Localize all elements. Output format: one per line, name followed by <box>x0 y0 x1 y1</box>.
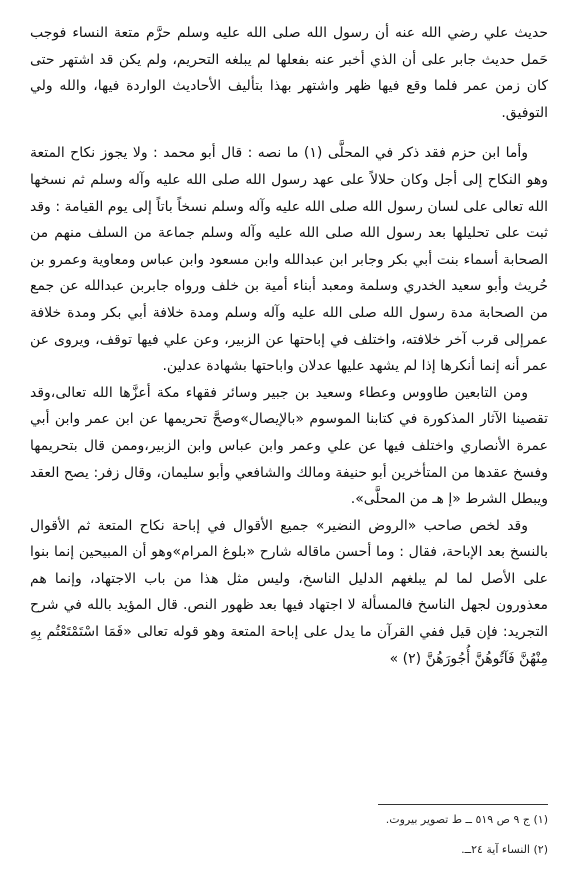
footnote-1: (١) ج ٩ ص ٥١٩ ــ ط تصوير بيروت. <box>385 813 548 826</box>
main-text <box>30 20 548 672</box>
paragraph-tabiin: ومن التابعين طاووس وعطاء وسعيد بن جبير وسائر فقهاء مكة أعزَّها الله تعالى،وقد تقصينا الآثار المذكورة في كتابنا الموسوم «بالإيصال»وصحَّ تحريمها عن ابن عمر وابن أبي عمرة الأنصاري واختلف فيها عن علي وعمر وابن عباس وابن الزبير،وممن قال بتحريمها وفسخ عقدها من المتأخرين أبو حنيفة ومالك والشافعي وأبو سليمان، وقال زفر: يصح العقد ويبطل الشرط «إ هـ من المحلَّى». <box>30 384 548 508</box>
paragraph-rawd-nadir: وقد لخص صاحب «الروض النضير» جميع الأقوال في إباحة نكاح المتعة ثم الأقوال بالنسخ بعد الإباحة، فقال : وما أحسن ماقاله شارح «بلوغ المرام»وهو أن المبيحين إنما بنوا على الأصل لما لم يبلغهم الدليل الناسخ، وليس مثل هذا من باب الاجتهاد، وإنما هم معذورون لجهل الناسخ فالمسألة لا اجتهاد فيها بعد ظهور النص. قال المؤيد بالله في شرح التجريد: فإن قيل ففي القرآن ما يدل على إباحة المتعة وهو قوله تعالى «فَمَا اسْتَمْتَعْتُم بِهِ مِنْهُنَّ فَآتُوهُنَّ أُجُورَهُنَّ (٢) » <box>30 517 548 667</box>
footnotes <box>30 804 548 869</box>
footnote-divider <box>378 804 548 805</box>
paragraph-hadith-ali: حديث علي رضي الله عنه أن رسول الله صلى الله عليه وسلم حرَّم متعة النساء فوجب حَمل حديث جابر على أن الذي أخبر عنه بفعلها لم يبلغه التحريم، ولم يكن قد اشتهر حتى كان زمن عمر فلما وقع فيها ظهر واشتهر بهذا بتأليف الأحاديث الواردة فيها، والله ولي التوفيق. <box>30 25 548 121</box>
paragraph-ibn-hazm: وأما ابن حزم فقد ذكر في المحلَّى (١) ما نصه : قال أبو محمد : ولا يجوز نكاح المتعة وهو النكاح إلى أجل وكان حلالاً على عهد رسول الله صلى الله عليه وآله وسلم ثم نسخها الله تعالى على لسان رسول الله صلى الله عليه وآله وسلم نسخاً باتاً إلى يوم القيامة : وقد ثبت على تحليلها بعد رسول الله صلى الله عليه وآله وسلم جماعة من السلف منهم من الصحابة أسماء بنت أبي بكر وجابر ابن عبدالله وابن مسعود وابن عباس ومعاوية وعمرو بن حُريث وأبو سعيد الخدري وسلمة ومعبد أبناء أمية بن خلف ورواه جابربن عبدالله عن جمع من الصحابة مدة رسول الله صلى الله عليه وآله وسلم ومدة خلافة أبي بكر ومدة خلافة عمرإلى قرب آخر خلافته، واختلف في إباحتها عن الزبير، وعن علي فيها توقف، ويروى عن عمر أنه إنما أنكرها إذا لم يشهد عليها عدلان واباحتها بشهادة عدلين. <box>30 145 548 375</box>
footnote-2: (٢) النساء آية ٢٤ــ. <box>461 843 548 856</box>
